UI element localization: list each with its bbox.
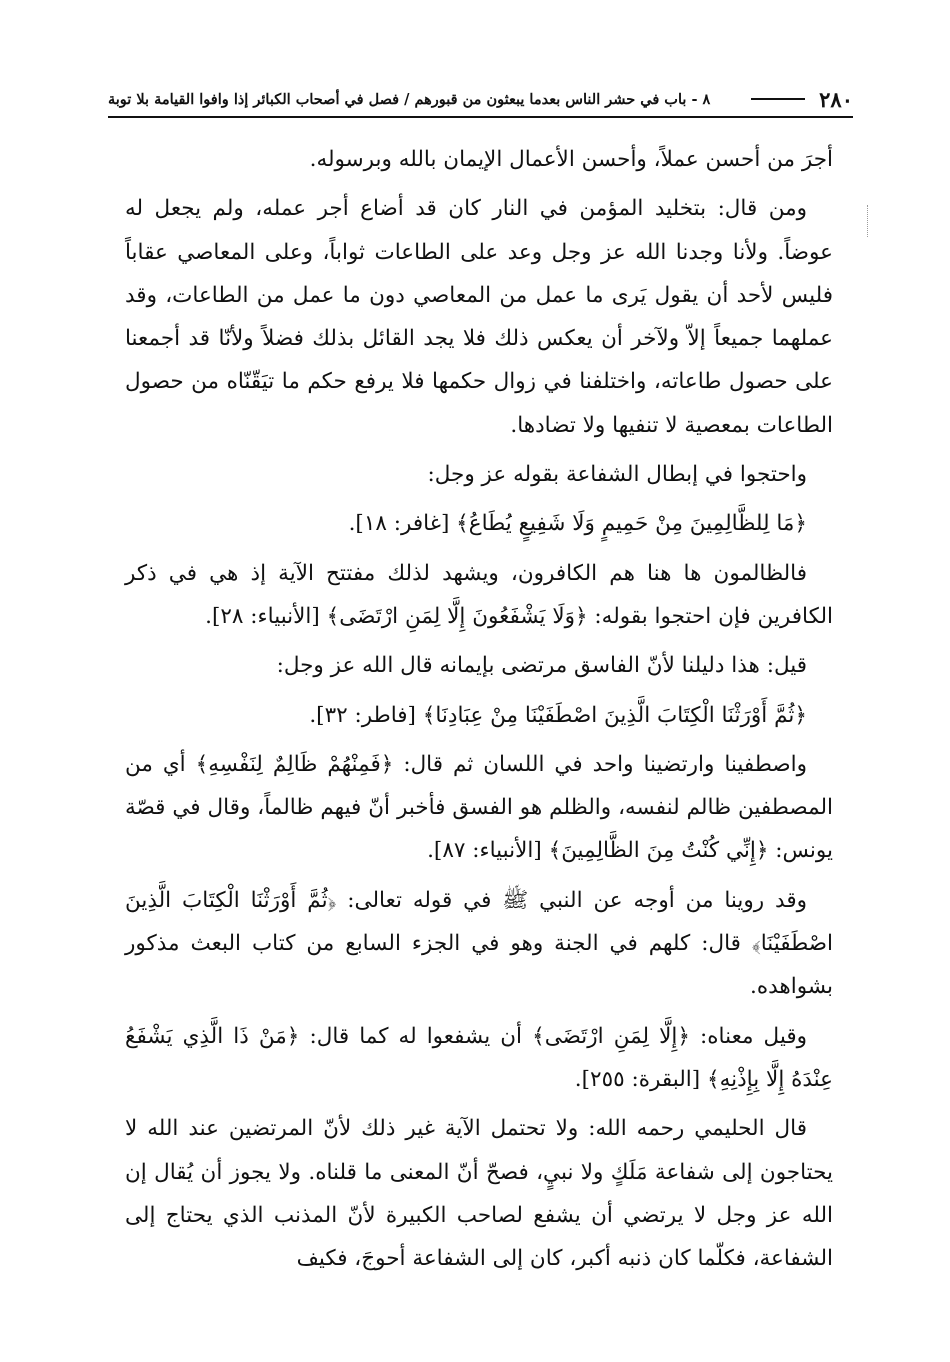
quran-verse: ﴿مَا لِلظَّالِمِينَ مِنْ حَمِيمٍ وَلَا شَفِيعٍ يُطَاعُ﴾ [غافر: ١٨]. [348,511,807,537]
margin-mark [857,205,868,237]
body-text [125,138,833,1286]
paragraph: ومن قال: بتخليد المؤمن في النار كان قد أضاع أجر عمله، ولم يجعل له عوضاً. ولأنا وجدنا الله عز وجل وعد على الطاعات ثواباً، وعلى المعاصي عقاباً فليس لأحد أن يقول يَرى ما عمل من المعاصي دون ما عمل من الطاعات، وقد عملهما جميعاً إلاّ ولآخر أن يعكس ذلك فلا يجد القائل بذلك فضلاً ولأنّا قد أجمعنا على حصول طاعاته، واختلفنا في زوال حكمها فلا يرفع حكم ما تيَقّنّاه من حصول الطاعات بمعصية لا تنفيها ولا تضادها. [125,196,833,438]
paragraph: وقد روينا من أوجه عن النبي ﷺ في قوله تعالى: ﴿ثُمَّ أَوْرَثْنَا الْكِتَابَ الَّذِينَ اصْطَفَيْنَا﴾ قال: كلهم في الجنة وهو في الجزء السابع من كتاب البعث مذكور بشواهده. [125,887,833,1000]
page-number: ٢٨٠ [819,86,853,112]
paragraph: قال الحليمي رحمه الله: ولا تحتمل الآية غير ذلك لأنّ المرتضين عند الله لا يحتاجون إلى شفاعة مَلَكٍ ولا نبيٍ، فصحّ أنّ المعنى ما قلناه. ولا يجوز أن يُقال إن الله عز وجل لا يرتضي أن يشفع لصاحب الكبيرة لأنّ المذنب الذي يحتاج إلى الشفاعة، فكلّما كان ذنبه أكبر، كان إلى الشفاعة أحوجَ، فكيف [125,1116,833,1272]
paragraph: أجرَ من أحسن عملاً، وأحسن الأعمال الإيمان بالله وبرسوله. [309,147,833,172]
paragraph: فالظالمون ها هنا هم الكافرون، ويشهد لذلك مفتتح الآية إذ هي في ذكر الكافرين فإن احتجوا بقوله: ﴿وَلَا يَشْفَعُونَ إِلَّا لِمَنِ ارْتَضَى﴾ [الأنبياء: ٢٨]. [125,560,833,629]
quran-verse: ﴿ثُمَّ أَوْرَثْنَا الْكِتَابَ الَّذِينَ اصْطَفَيْنَا مِنْ عِبَادِنَا﴾ [فاطر: ٣٢]. [309,702,807,728]
paragraph: وقيل معناه: ﴿إِلَّا لِمَنِ ارْتَضَى﴾ أن يشفعوا له كما قال: ﴿مَنْ ذَا الَّذِي يَشْفَعُ عِنْدَهُ إِلَّا بِإِذْنِهِ﴾ [البقرة: ٢٥٥]. [125,1023,833,1092]
header-dash-rule [751,98,805,100]
paragraph: واحتجوا في إبطال الشفاعة بقوله عز وجل: [427,462,807,488]
running-header-title: ٨ - باب في حشر الناس بعدما يبعثون من قبورهم / فصل في أصحاب الكبائر إذا وافوا القيامة بلا توبة [108,90,711,108]
paragraph: قيل: هذا دليلنا لأنّ الفاسق مرتضى بإيمانه قال الله عز وجل: [276,653,807,679]
paragraph: واصطفينا وارتضينا واحد في اللسان ثم قال: ﴿فَمِنْهُمْ ظَالِمٌ لِنَفْسِهِ﴾ أي من المصطفين ظالم لنفسه، والظلم هو الفسق فأخبر أنّ فيهم ظالماً، وقال في قصّة يونس: ﴿إِنِّي كُنْتُ مِنَ الظَّالِمِينَ﴾ [الأنبياء: ٨٧]. [125,751,833,864]
running-header [108,82,853,118]
